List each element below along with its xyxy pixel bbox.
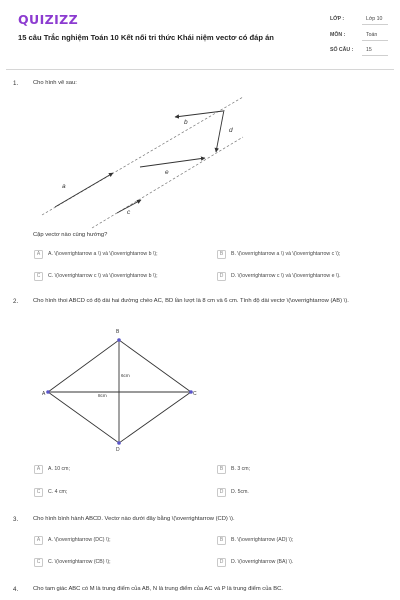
option-letter-box: C [34,488,43,497]
option-letter-box: C [34,558,43,567]
meta-subject-value: Toán [362,30,388,41]
meta-count-value: 15 [362,45,388,56]
label-ac-length: 8cm [98,393,107,398]
label-point-d: D [116,447,120,453]
option-letter-box: D [217,488,226,497]
label-point-c: C [193,391,197,397]
question-1-text: Cho hình vẽ sau: [33,80,77,86]
point-a [46,390,50,394]
question-4-text: Cho tam giác ABC có M là trung điểm của AB, N là trung điểm của AC và P là trung điểm của BC. [33,586,283,592]
option-letter-box: B [217,465,226,474]
option-text: B. \(\overrightarrow a \) và \(\overrightarrow c \); [231,251,341,257]
meta-class-label: LỚP : [330,16,345,22]
option-text: B. 3 cm; [231,466,251,472]
question-3-text: Cho hình bình hành ABCD. Vectơ nào dưới đây bằng \(\overrightarrow (CD) \). [33,516,235,522]
question-2-text: Cho hình thoi ABCD có độ dài hai đường chéo AC, BD lần lượt là 8 cm và 6 cm. Tính độ dài vectơ \(\overrightarrow (AB) \). [33,298,349,304]
label-e: e [165,169,169,176]
option-letter-box: D [217,558,226,567]
label-bd-length: 6cm [121,373,130,378]
option-letter-box: A [34,465,43,474]
option-text: A. 10 cm; [48,466,70,472]
option-letter-box: A [34,250,43,259]
option-letter-box: D [217,272,226,281]
quizizz-logo: QUIZIZZ [18,12,79,27]
option-letter-box: B [217,536,226,545]
point-d [117,441,121,445]
question-3-number: 3. [13,516,19,523]
label-b: b [184,119,188,126]
option-text: B. \(\overrightarrow (AD) \); [231,537,294,543]
label-point-b: B [116,329,120,335]
meta-count-label: SỐ CÂU : [330,47,354,53]
question-1-number: 1. [13,80,19,87]
label-point-a: A [42,391,46,397]
option-text: A. \(\overrightarrow (DC) \); [48,537,111,543]
label-d: d [229,127,233,134]
question-1-prompt: Cặp vectơ nào cùng hướng? [33,232,108,238]
label-c: c [127,209,131,216]
meta-subject-label: MÔN : [330,32,346,38]
option-text: C. \(\overrightarrow c \) và \(\overrightarrow b \); [48,273,158,279]
option-text: C. 4 cm; [48,489,68,495]
option-text: D. \(\overrightarrow c \) và \(\overrightarrow e \). [231,273,341,279]
option-text: D. 5cm. [231,489,249,495]
meta-class-value: Lớp 10 [362,14,388,25]
page-title: 15 câu Trắc nghiệm Toán 10 Kết nối tri thức Khái niệm vectơ có đáp án [18,33,274,42]
question-2-number: 2. [13,298,19,305]
label-a: a [62,183,66,190]
option-letter-box: B [217,250,226,259]
rhombus-outline [48,340,191,443]
option-text: D. \(\overrightarrow (BA) \). [231,559,294,565]
option-letter-box: C [34,272,43,281]
option-letter-box: A [34,536,43,545]
option-text: C. \(\overrightarrow (CB) \); [48,559,111,565]
question-4-number: 4. [13,586,19,593]
point-b [117,338,121,342]
option-text: A. \(\overrightarrow a \) và \(\overrightarrow b \); [48,251,158,257]
